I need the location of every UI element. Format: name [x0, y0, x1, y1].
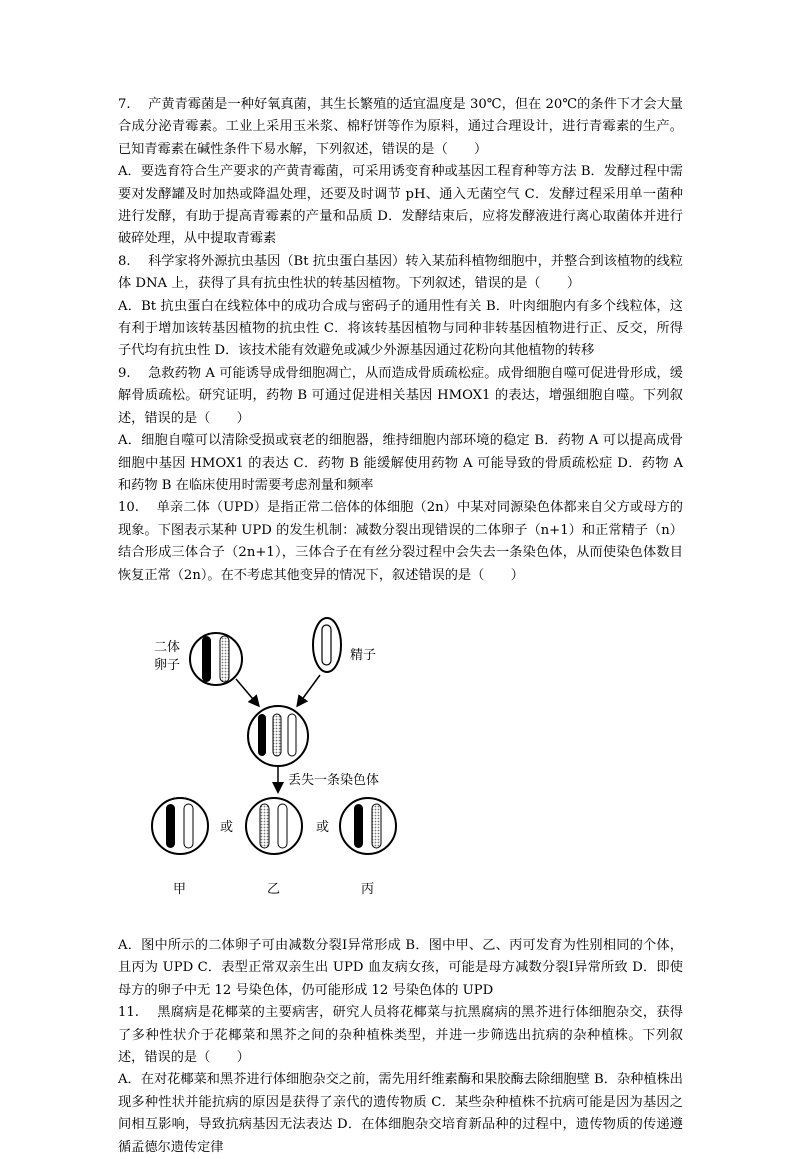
q9-stem: 9. 急救药物 A 可能诱导成骨细胞凋亡，从而造成骨质疏松症。成骨细胞自噬可促进骨形成，缓解骨质疏松。研究证明，药物 B 可通过促进相关基因 HMOX1 的表达，增强细胞自噬。下列叙述，错误的是（ ） [118, 365, 683, 426]
zygote-cell [248, 706, 308, 766]
or-text-1: 或 [220, 819, 234, 835]
egg-label-1: 二体 [154, 639, 181, 655]
q10-options: A．图中所示的二体卵子可由减数分裂Ⅰ异常形成 B．图中甲、乙、丙可发育为性别相同的个体，且丙为 UPD C．表型正常双亲生出 UPD 血友病女孩，可能是母方减数分裂Ⅰ异常所致 D．即使母方的卵子中无 12 号染色体，仍可能形成 12 号染色体的 UPD [118, 937, 683, 998]
q8-stem: 8. 科学家将外源抗虫基因（Bt 抗虫蛋白基因）转入某茄科植物细胞中，并整合到该植物的线粒体 DNA 上，获得了具有抗虫性状的转基因植物。下列叙述，错误的是（ ） [118, 253, 683, 292]
chromosome-black [202, 636, 211, 682]
lose-chromosome-label: 丢失一条染色体 [288, 772, 380, 788]
q9-options: A．细胞自噬可以清除受损或衰老的细胞器，维持细胞内部环境的稳定 B．药物 A 可以提高成骨细胞中基因 HMOX1 的表达 C．药物 B 能缓解使用药物 A 可能导致的骨质疏松症 D．药物 A 和药物 B 在临床使用时需要考虑剂量和频率 [118, 433, 683, 493]
or-text-2: 或 [316, 819, 330, 835]
chromosome-gray [220, 636, 229, 682]
q7-options: A．要选育符合生产要求的产黄青霉菌，可采用诱变育种或基因工程育种等方法 B．发酵过程中需要对发酵罐及时加热或降温处理，还要及时调节 pH、通入无菌空气 C．发酵过程采用单一菌种进行发酵，有助于提高青霉素的产量和品质 D．发酵结束后，应将发酵液进行离心取菌体并进行破碎处理，从中提取青霉素 [118, 164, 683, 247]
egg-cell [190, 633, 242, 685]
sperm-cell [313, 618, 341, 672]
cell-label-bing: 丙 [361, 881, 375, 897]
cell-bing [340, 798, 396, 854]
upd-diagram [118, 601, 683, 913]
question-page [118, 94, 683, 1159]
q8-options: A．Bt 抗虫蛋白在线粒体中的成功合成与密码子的通用性有关 B．叶肉细胞内有多个线粒体，这有利于增加该转基因植物的抗虫性 C．将该转基因植物与同种非转基因植物进行正、反交，所得子代均有抗虫性 D．该技术能有效避免或减少外源基因通过花粉向其他植物的转移 [118, 298, 683, 359]
q11-options: A．在对花椰菜和黑芥进行体细胞杂交之前，需先用纤维素酶和果胶酶去除细胞壁 B．杂种植株出现多种性状并能抗病的原因是获得了亲代的遗传物质 C．某些杂种植株不抗病可能是因为基因之间相互影响，导致抗病基因无法表达 D．在体细胞杂交培育新品种的过程中，遗传物质的传递遵循孟德尔遗传定律 [118, 1072, 683, 1155]
egg-label-2: 卵子 [154, 657, 181, 673]
cell-label-yi: 乙 [267, 881, 281, 897]
cell-yi [246, 798, 302, 854]
q11-stem: 11. 黑腐病是花椰菜的主要病害，研究人员将花椰菜与抗黑腐病的黑芥进行体细胞杂交，获得了多种性状介于花椰菜和黑芥之间的杂种植株类型，并进一步筛选出抗病的杂种植株。下列叙述，错误的是（ ） [118, 1005, 683, 1065]
q7-stem: 7. 产黄青霉菌是一种好氧真菌，其生长繁殖的适宜温度是 30℃，但在 20℃的条件下才会大量合成分泌青霉素。工业上采用玉米浆、棉籽饼等作为原料，通过合理设计，进行青霉素的生产。已知青霉素在碱性条件下易水解，下列叙述，错误的是（ ） [118, 97, 683, 157]
q10-stem: 10. 单亲二体（UPD）是指正常二倍体的体细胞（2n）中某对同源染色体都来自父方或母方的现象。下图表示某种 UPD 的发生机制：减数分裂出现错误的二体卵子（n+1）和正常精子（n）结合形成三体合子（2n+1），三体合子在有丝分裂过程中会失去一条染色体，从而使染色体数目恢复正常（2n）。在不考虑其他变异的情况下，叙述错误的是（ ） [118, 500, 683, 583]
sperm-label: 精子 [350, 647, 377, 663]
cell-label-jia: 甲 [173, 881, 187, 897]
cell-jia [152, 798, 208, 854]
